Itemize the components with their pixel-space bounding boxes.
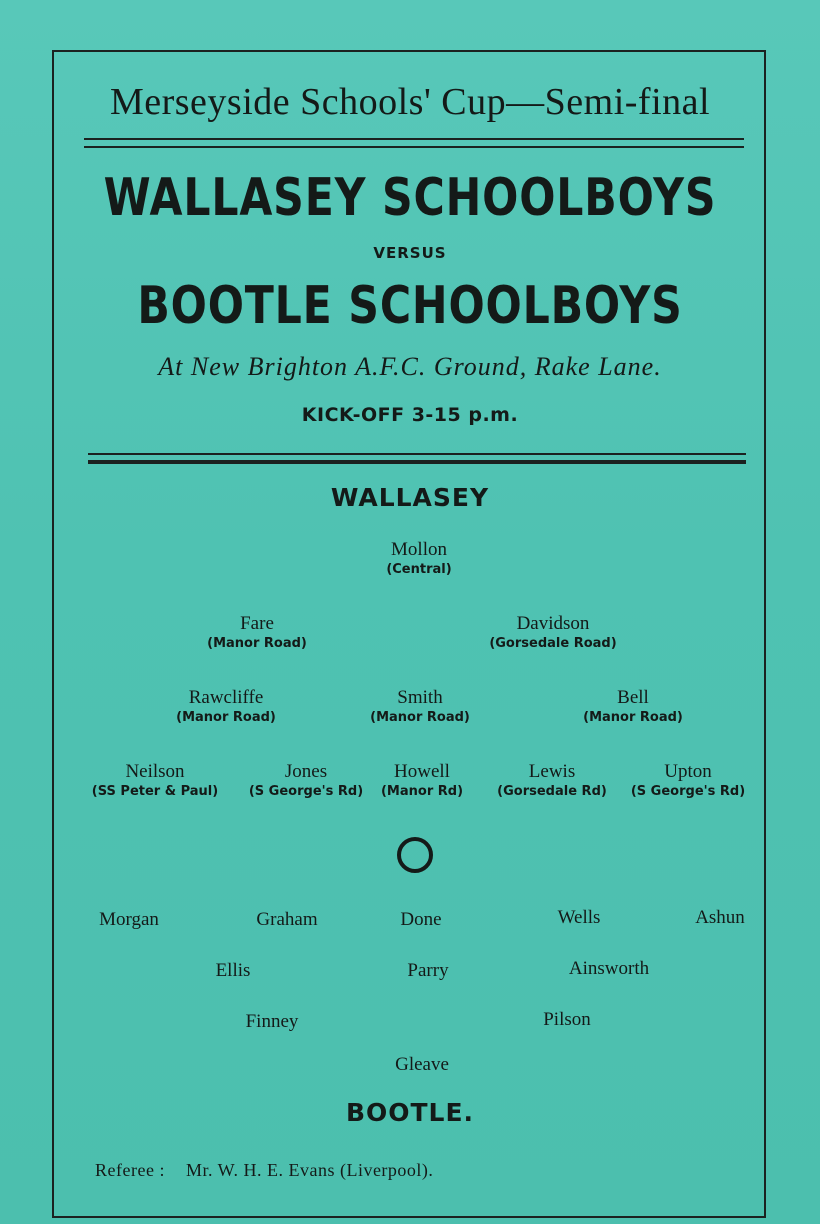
wallasey-half <box>176 687 276 727</box>
player-school: (SS Peter & Paul) <box>91 784 219 799</box>
bootle-forward <box>99 909 159 931</box>
player-name: Neilson <box>125 761 185 782</box>
wallasey-heading: WALLASEY <box>330 483 490 512</box>
player-name: Graham <box>256 909 318 930</box>
bootle-goalkeeper <box>395 1054 449 1076</box>
football-icon <box>397 837 433 873</box>
player-name: Pilson <box>543 1009 591 1030</box>
away-team-title: BOOTLE SCHOOLBOYS <box>137 276 683 336</box>
divider-rule <box>88 460 746 464</box>
bootle-half <box>569 958 649 980</box>
player-school: (Manor Road) <box>583 710 683 725</box>
player-school: (S George's Rd) <box>248 784 364 799</box>
divider-rule <box>84 146 744 148</box>
player-name: Lewis <box>528 761 576 782</box>
player-name: Mollon <box>391 539 447 560</box>
wallasey-goalkeeper <box>386 539 451 579</box>
player-name: Ashun <box>695 907 745 928</box>
wallasey-half <box>583 687 683 727</box>
bootle-back <box>543 1009 591 1031</box>
player-school: (Gorsedale Rd) <box>497 784 607 799</box>
referee-label: Referee : <box>95 1160 165 1180</box>
bootle-half <box>407 960 448 982</box>
player-name: Jones <box>284 761 328 782</box>
player-name: Morgan <box>99 909 159 930</box>
bootle-forward <box>400 909 441 931</box>
home-team-title: WALLASEY SCHOOLBOYS <box>103 168 717 228</box>
cup-title: Merseyside Schools' Cup—Semi-final <box>109 81 711 123</box>
player-school: (S George's Rd) <box>630 784 746 799</box>
player-school: (Manor Road) <box>207 636 307 651</box>
bootle-forward <box>558 907 601 929</box>
player-name: Fare <box>240 613 274 634</box>
player-name: Gleave <box>395 1054 449 1075</box>
player-name: Upton <box>664 761 712 782</box>
wallasey-back <box>489 613 616 653</box>
bootle-forward <box>256 909 317 931</box>
player-name: Done <box>400 909 442 930</box>
divider-rule <box>88 453 746 455</box>
wallasey-forward <box>497 761 607 801</box>
bootle-forward <box>695 907 745 929</box>
player-name: Ellis <box>215 960 251 981</box>
player-school: (Central) <box>386 562 452 577</box>
player-name: Davidson <box>516 613 590 634</box>
divider-rule <box>84 138 744 140</box>
player-name: Finney <box>245 1011 299 1032</box>
player-name: Parry <box>407 960 449 981</box>
wallasey-forward <box>631 761 745 801</box>
player-name: Ainsworth <box>568 958 650 979</box>
wallasey-forward <box>249 761 363 801</box>
wallasey-half <box>370 687 470 727</box>
player-name: Wells <box>557 907 601 928</box>
player-name: Rawcliffe <box>188 687 264 708</box>
wallasey-forward <box>92 761 218 801</box>
wallasey-forward <box>381 761 463 801</box>
referee-name: Mr. W. H. E. Evans (Liverpool). <box>185 1160 434 1180</box>
venue-line: At New Brighton A.F.C. Ground, Rake Lane. <box>158 352 662 381</box>
bootle-half <box>216 960 251 982</box>
player-name: Bell <box>617 687 649 708</box>
player-school: (Manor Rd) <box>380 784 464 799</box>
player-school: (Gorsedale Road) <box>489 636 617 651</box>
bootle-back <box>246 1011 299 1033</box>
referee-line <box>95 1160 433 1181</box>
bootle-heading: BOOTLE. <box>345 1098 475 1127</box>
player-school: (Manor Road) <box>176 710 276 725</box>
wallasey-back <box>207 613 307 653</box>
versus-label: VERSUS <box>373 244 447 262</box>
kickoff-time: KICK-OFF 3-15 p.m. <box>301 404 519 426</box>
player-name: Smith <box>397 687 443 708</box>
player-school: (Manor Road) <box>370 710 470 725</box>
player-name: Howell <box>394 761 450 782</box>
